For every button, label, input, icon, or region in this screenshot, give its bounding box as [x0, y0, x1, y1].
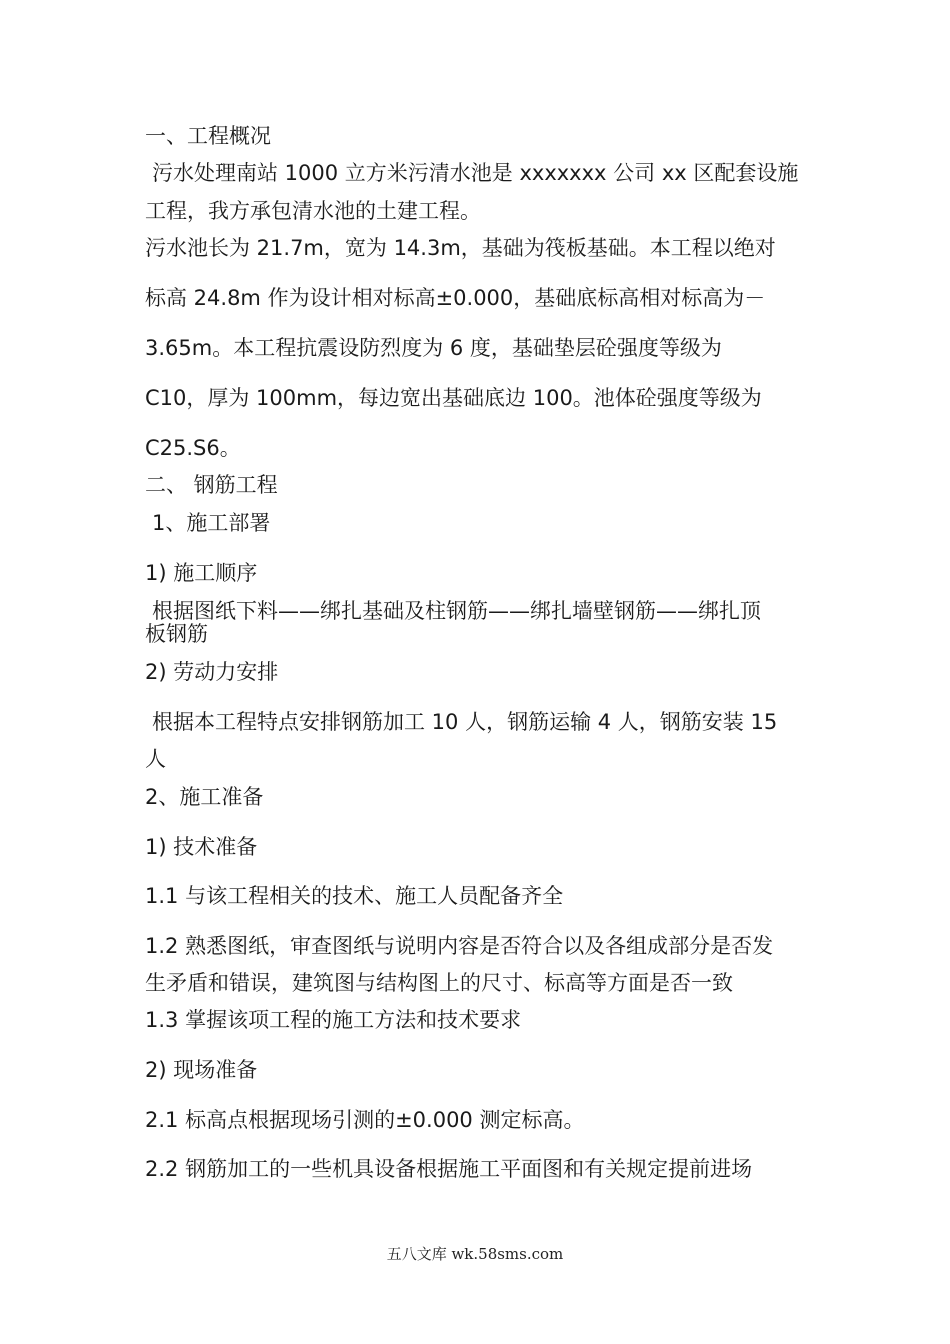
heading-project-overview: 一、工程概况 — [145, 124, 271, 148]
list-item: 2.2 钢筋加工的一些机具设备根据施工平面图和有关规定提前进场 — [145, 1157, 753, 1181]
paragraph-line: 工程，我方承包清水池的土建工程。 — [145, 199, 481, 223]
subheading-construction-deployment: 1、施工部署 — [152, 511, 271, 535]
paragraph-line: C25.S6。 — [145, 436, 241, 460]
subheading-technical-preparation: 1) 技术准备 — [145, 835, 258, 859]
paragraph-line: 标高 24.8m 作为设计相对标高±0.000，基础底标高相对标高为－ — [145, 286, 766, 310]
subheading-labor-arrangement: 2) 劳动力安排 — [145, 660, 279, 684]
paragraph-line: 污水池长为 21.7m，宽为 14.3m，基础为筏板基础。本工程以绝对 — [145, 236, 776, 260]
subheading-site-preparation: 2) 现场准备 — [145, 1058, 258, 1082]
paragraph-line: 生矛盾和错误，建筑图与结构图上的尺寸、标高等方面是否一致 — [145, 971, 733, 995]
list-item: 1.3 掌握该项工程的施工方法和技术要求 — [145, 1008, 522, 1032]
paragraph-line: C10，厚为 100mm，每边宽出基础底边 100。池体砼强度等级为 — [145, 386, 762, 410]
paragraph-line: 根据本工程特点安排钢筋加工 10 人，钢筋运输 4 人，钢筋安装 15 — [152, 710, 778, 734]
list-item: 1.2 熟悉图纸，审查图纸与说明内容是否符合以及各组成部分是否发 — [145, 934, 774, 958]
list-item: 2.1 标高点根据现场引测的±0.000 测定标高。 — [145, 1108, 585, 1132]
paragraph-line: 板钢筋 — [145, 622, 208, 646]
heading-rebar-works: 二、 钢筋工程 — [145, 473, 278, 497]
paragraph-line: 人 — [145, 747, 166, 771]
paragraph-line: 污水处理南站 1000 立方米污清水池是 xxxxxxx 公司 xx 区配套设施 — [152, 161, 799, 185]
subheading-construction-sequence: 1) 施工顺序 — [145, 561, 258, 585]
paragraph-line: 根据图纸下料——绑扎基础及柱钢筋——绑扎墙壁钢筋——绑扎顶 — [152, 599, 761, 623]
page-footer-watermark: 五八文库 wk.58sms.com — [386, 1245, 564, 1263]
paragraph-line: 3.65m。本工程抗震设防烈度为 6 度，基础垫层砼强度等级为 — [145, 336, 722, 360]
list-item: 1.1 与该工程相关的技术、施工人员配备齐全 — [145, 884, 564, 908]
subheading-construction-preparation: 2、施工准备 — [145, 785, 264, 809]
